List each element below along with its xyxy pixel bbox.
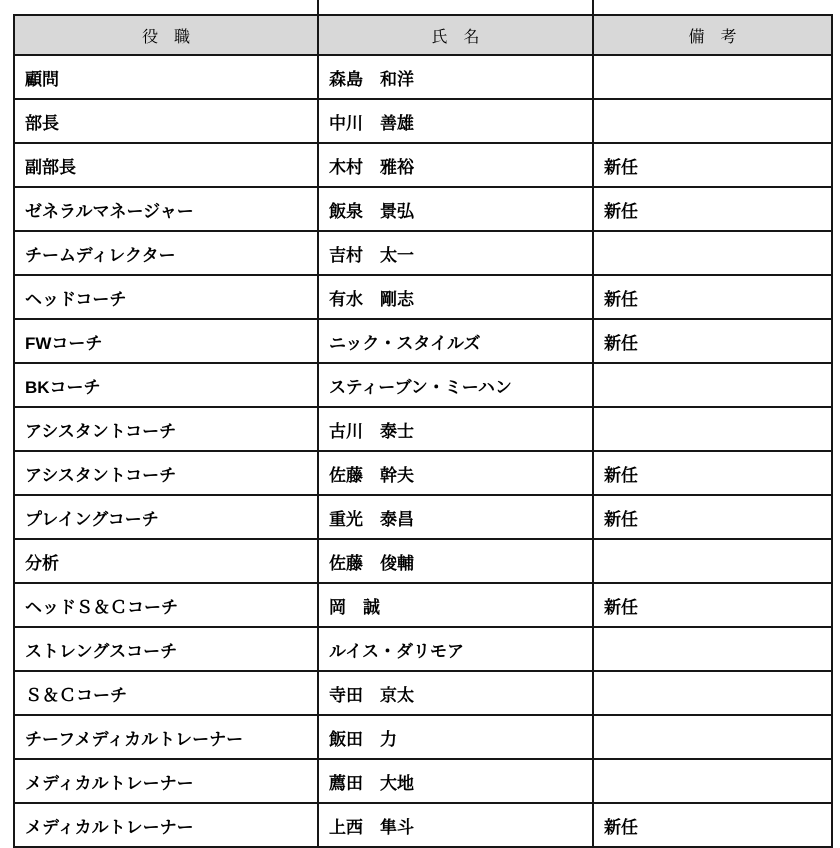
table-row [14, 99, 832, 143]
name-cell: 上西 隼斗 [318, 803, 593, 847]
position-cell: チーフメディカルトレーナー [14, 715, 318, 759]
note-cell [593, 55, 832, 99]
name-cell: 佐藤 幹夫 [318, 451, 593, 495]
name-cell: 吉村 太一 [318, 231, 593, 275]
column-header-name: 氏 名 [318, 15, 593, 55]
note-cell [593, 231, 832, 275]
table-row [14, 671, 832, 715]
name-cell: 重光 泰昌 [318, 495, 593, 539]
note-cell: 新任 [593, 583, 832, 627]
position-cell: FWコーチ [14, 319, 318, 363]
note-cell [593, 627, 832, 671]
header-row [14, 15, 832, 55]
table-row [14, 319, 832, 363]
name-cell: スティーブン・ミーハン [318, 363, 593, 407]
table-row [14, 627, 832, 671]
name-cell: 有水 剛志 [318, 275, 593, 319]
table-row [14, 495, 832, 539]
gridline-stub-top-col2 [592, 0, 594, 14]
position-cell: チームディレクター [14, 231, 318, 275]
position-cell: 副部長 [14, 143, 318, 187]
note-cell [593, 715, 832, 759]
note-cell: 新任 [593, 495, 832, 539]
name-cell: 寺田 京太 [318, 671, 593, 715]
table-row [14, 583, 832, 627]
name-cell: 古川 泰士 [318, 407, 593, 451]
position-cell: メディカルトレーナー [14, 759, 318, 803]
note-cell [593, 363, 832, 407]
note-cell: 新任 [593, 451, 832, 495]
table-row [14, 231, 832, 275]
name-cell: 木村 雅裕 [318, 143, 593, 187]
position-cell: 分析 [14, 539, 318, 583]
note-cell [593, 99, 832, 143]
position-cell: Ｓ＆Ｃコーチ [14, 671, 318, 715]
table-row [14, 539, 832, 583]
position-cell: メディカルトレーナー [14, 803, 318, 847]
table-row [14, 55, 832, 99]
name-cell: ニック・スタイルズ [318, 319, 593, 363]
column-header-note: 備 考 [593, 15, 832, 55]
name-cell: 岡 誠 [318, 583, 593, 627]
position-cell: アシスタントコーチ [14, 407, 318, 451]
name-cell: 薦田 大地 [318, 759, 593, 803]
note-cell [593, 671, 832, 715]
position-cell: ゼネラルマネージャー [14, 187, 318, 231]
table-row [14, 143, 832, 187]
note-cell: 新任 [593, 803, 832, 847]
position-cell: アシスタントコーチ [14, 451, 318, 495]
table-row [14, 363, 832, 407]
name-cell: 飯泉 景弘 [318, 187, 593, 231]
name-cell: 森島 和洋 [318, 55, 593, 99]
note-cell: 新任 [593, 143, 832, 187]
position-cell: 部長 [14, 99, 318, 143]
table-row [14, 803, 832, 847]
name-cell: ルイス・ダリモア [318, 627, 593, 671]
note-cell: 新任 [593, 319, 832, 363]
table-row [14, 407, 832, 451]
name-cell: 中川 善雄 [318, 99, 593, 143]
position-cell: ストレングスコーチ [14, 627, 318, 671]
table-row [14, 451, 832, 495]
note-cell: 新任 [593, 187, 832, 231]
name-cell: 飯田 力 [318, 715, 593, 759]
name-cell: 佐藤 俊輔 [318, 539, 593, 583]
position-cell: プレイングコーチ [14, 495, 318, 539]
note-cell [593, 759, 832, 803]
gridline-stub-top-col1 [317, 0, 319, 14]
table-row [14, 759, 832, 803]
table-row [14, 187, 832, 231]
position-cell: ヘッドＳ＆Ｃコーチ [14, 583, 318, 627]
note-cell [593, 539, 832, 583]
staff-table [13, 14, 833, 848]
position-cell: BKコーチ [14, 363, 318, 407]
column-header-position: 役 職 [14, 15, 318, 55]
note-cell [593, 407, 832, 451]
note-cell: 新任 [593, 275, 832, 319]
table-row [14, 275, 832, 319]
position-cell: 顧問 [14, 55, 318, 99]
table-row [14, 715, 832, 759]
position-cell: ヘッドコーチ [14, 275, 318, 319]
